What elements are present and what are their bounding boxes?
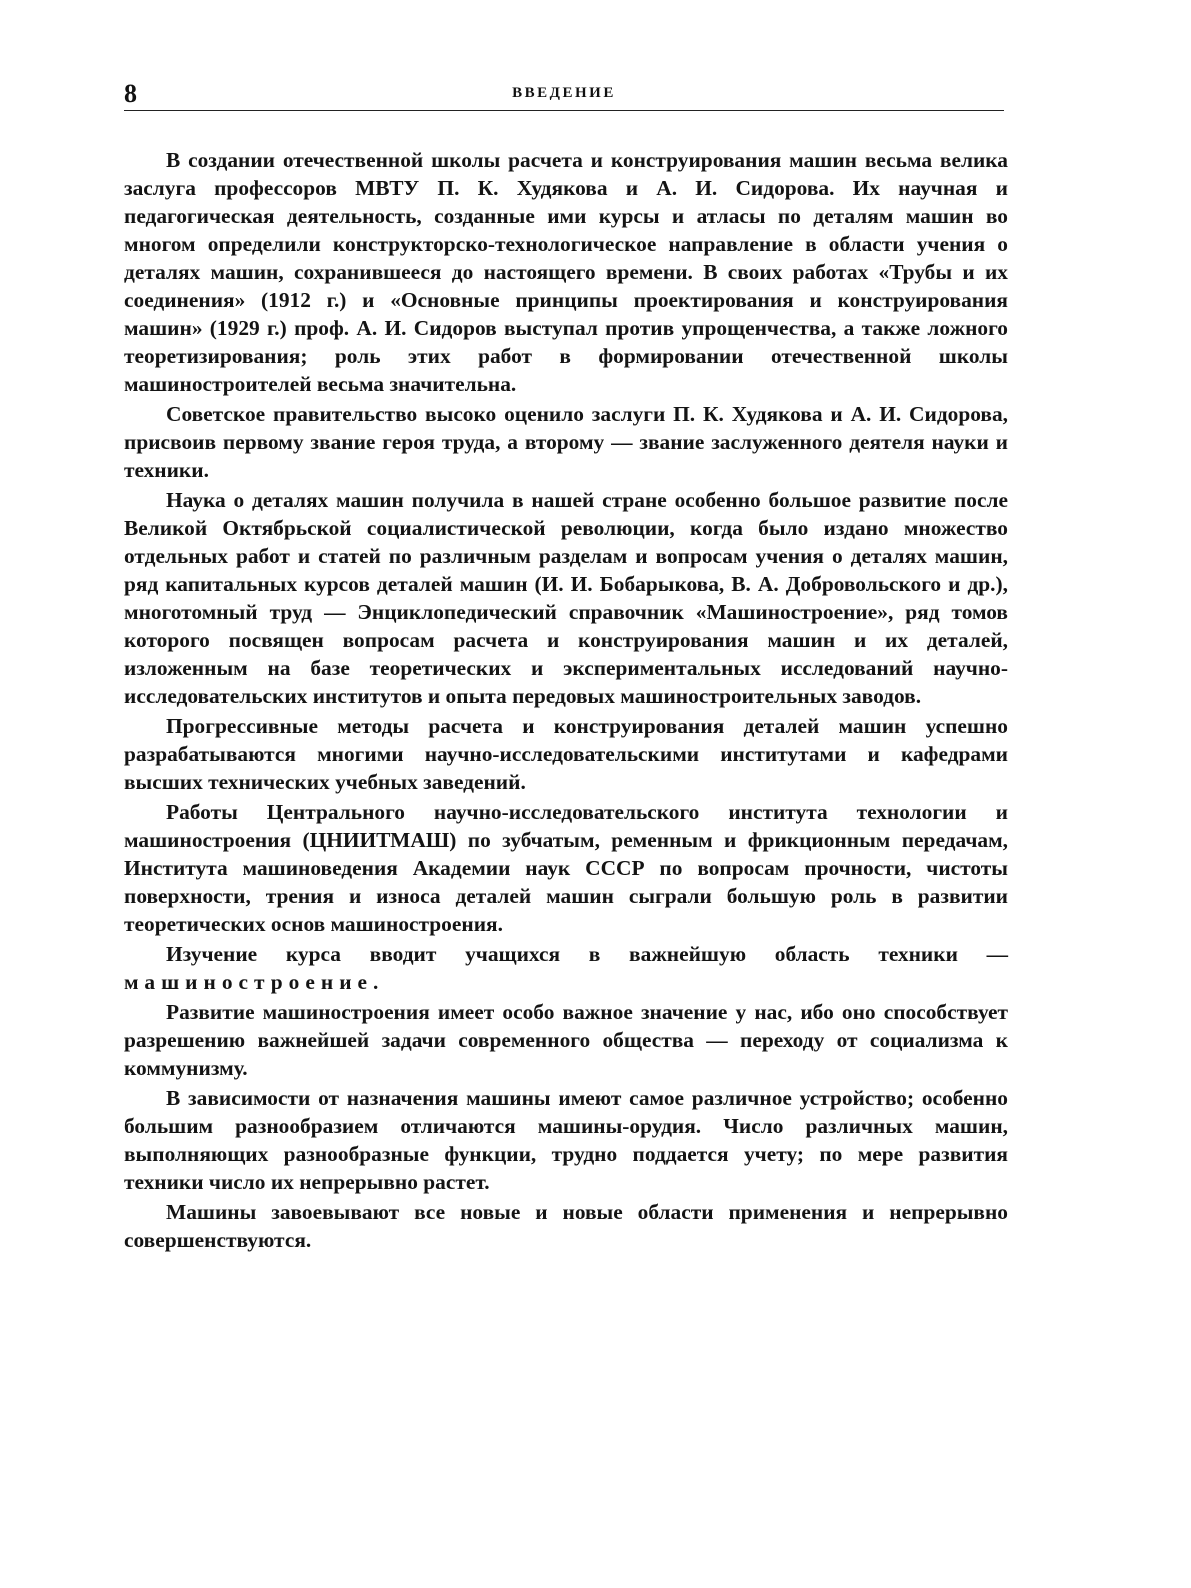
paragraph-6-text: Изучение курса вводит учащихся в важнейшую область техники — <box>166 942 1008 966</box>
paragraph-5: Работы Центрального научно-исследовательского института технологии и машиностроения (ЦНИИТМАШ) по зубчатым, ременным и фрикционным передачам, Института машиноведения Академии наук СССР по вопросам прочности, чистоты поверхности, трения и износа деталей машин сыграли большую роль в развитии теоретических основ машиностроения. <box>124 800 1008 936</box>
body-text <box>124 146 1008 1254</box>
paragraph-6 <box>124 940 1008 996</box>
paragraph-8: В зависимости от назначения машины имеют самое различное устройство; особенно большим разнообразием отличаются машины-орудия. Число различных машин, выполняющих разнообразные функции, трудно поддается учету; по мере развития техники число их непрерывно растет. <box>124 1086 1008 1194</box>
page-number: 8 <box>124 79 137 108</box>
paragraph-2: Советское правительство высоко оценило заслуги П. К. Худякова и А. И. Сидорова, присвоив первому звание героя труда, а второму — звание заслуженного деятеля науки и техники. <box>124 402 1008 482</box>
paragraph-7: Развитие машиностроения имеет особо важное значение у нас, ибо оно способствует разрешению важнейшей задачи современного общества — переходу от социализма к коммунизму. <box>124 1000 1008 1080</box>
page-header <box>124 78 1004 111</box>
paragraph-1: В создании отечественной школы расчета и конструирования машин весьма велика заслуга профессоров МВТУ П. К. Худякова и А. И. Сидорова. Их научная и педагогическая деятельность, созданные ими курсы и атласы по деталям машин во многом определили конструкторско-технологическое направление в области учения о деталях машин, сохранившееся до настоящего времени. В своих работах «Трубы и их соединения» (1912 г.) и «Основные принципы проектирования и конструирования машин» (1929 г.) проф. А. И. Сидоров выступал против упрощенчества, а также ложного теоретизирования; роль этих работ в формировании отечественной школы машиностроителей весьма значительна. <box>124 148 1008 396</box>
paragraph-3: Наука о деталях машин получила в нашей стране особенно большое развитие после Великой Октябрьской социалистической революции, когда было издано множество отдельных работ и статей по различным разделам и вопросам учения о деталях машин, ряд капитальных курсов деталей машин (И. И. Бобарыкова, В. А. Добровольского и др.), многотомный труд — Энциклопедический справочник «Машиностроение», ряд томов которого посвящен вопросам расчета и конструирования машин и их деталей, изложенным на базе теоретических и экспериментальных исследований научно-исследовательских институтов и опыта передовых машиностроительных заводов. <box>124 488 1008 708</box>
running-head: ВВЕДЕНИЕ <box>512 85 616 101</box>
paragraph-9: Машины завоевывают все новые и новые области применения и непрерывно совершенствуются. <box>124 1200 1008 1252</box>
paragraph-4: Прогрессивные методы расчета и конструирования деталей машин успешно разрабатываются многими научно-исследовательскими институтами и кафедрами высших технических учебных заведений. <box>124 714 1008 794</box>
emphasis-term: машиностроение. <box>124 970 385 994</box>
